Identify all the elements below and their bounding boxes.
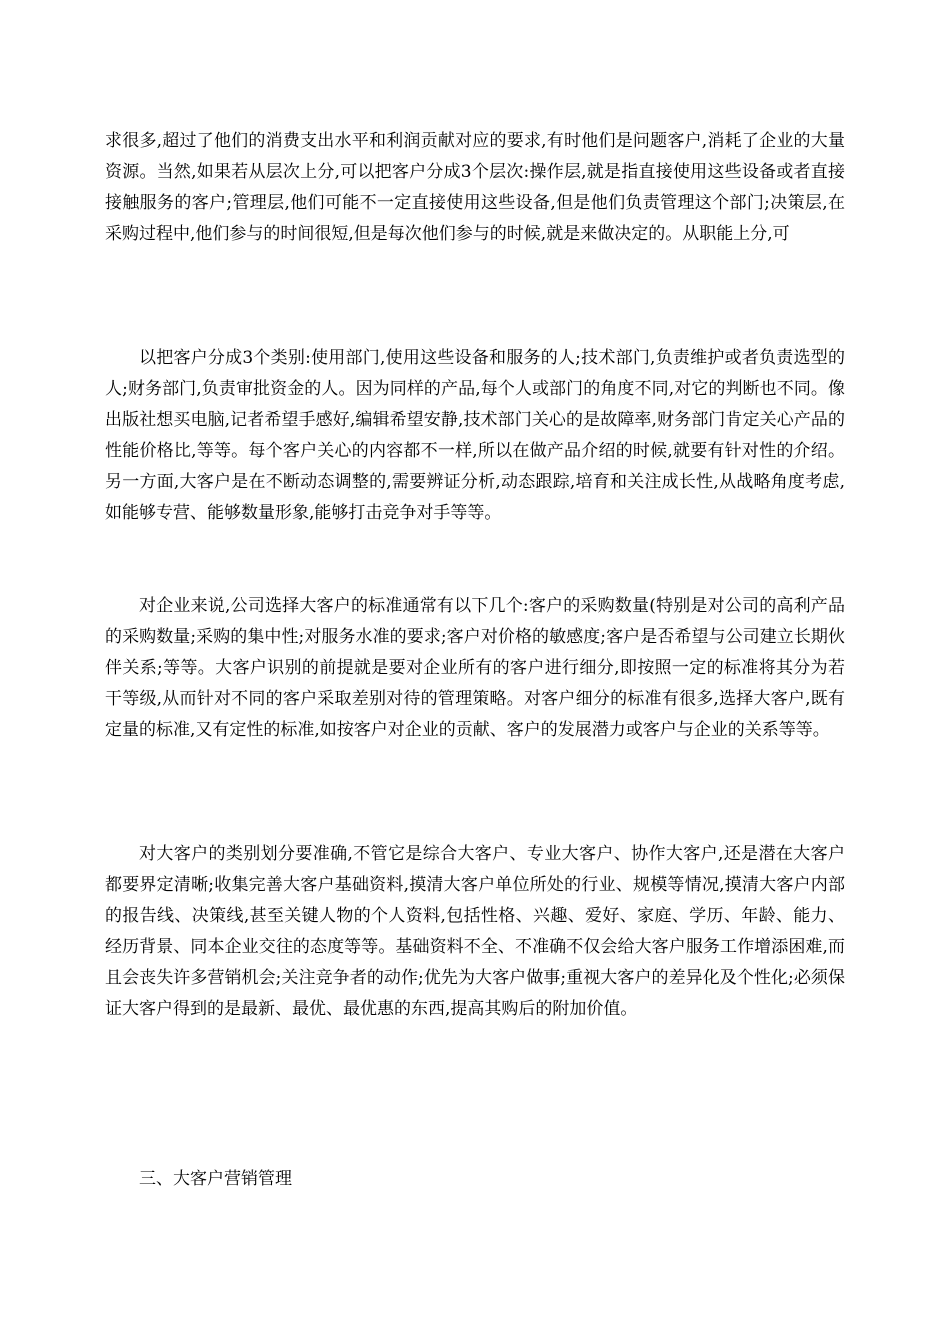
section-heading: 三、大客户营销管理 bbox=[139, 1169, 292, 1189]
paragraph-1: 求很多,超过了他们的消费支出水平和利润贡献对应的要求,有时他们是问题客户,消耗了企业的大量资源。当然,如果若从层次上分,可以把客户分成3个层次:操作层,就是指直接使用这些设备或者直接接触服务的客户;管理层,他们可能不一定直接使用这些设备,但是他们负责管理这个部门;决策层,在采购过程中,他们参与的时间很短,但是每次他们参与的时候,就是来做决定的。从职能上分,可 bbox=[105, 131, 845, 244]
paragraph-3: 对企业来说,公司选择大客户的标准通常有以下几个:客户的采购数量(特别是对公司的高利产品的采购数量;采购的集中性;对服务水准的要求;客户对价格的敏感度;客户是否希望与公司建立长期伙伴关系;等等。大客户识别的前提就是要对企业所有的客户进行细分,即按照一定的标准将其分为若干等级,从而针对不同的客户采取差别对待的管理策略。对客户细分的标准有很多,选择大客户,既有定量的标准,又有定性的标准,如按客户对企业的贡献、客户的发展潜力或客户与企业的关系等等。 bbox=[105, 596, 845, 740]
paragraph-4: 对大客户的类别划分要准确,不管它是综合大客户、专业大客户、协作大客户,还是潜在大客户都要界定清晰;收集完善大客户基础资料,摸清大客户单位所处的行业、规模等情况,摸清大客户内部的报告线、决策线,甚至关键人物的个人资料,包括性格、兴趣、爱好、家庭、学历、年龄、能力、经历背景、同本企业交往的态度等等。基础资料不全、不准确不仅会给大客户服务工作增添困难,而且会丧失许多营销机会;关注竞争者的动作;优先为大客户做事;重视大客户的差异化及个性化;必须保证大客户得到的是最新、最优、最优惠的东西,提高其购后的附加价值。 bbox=[105, 844, 845, 1019]
paragraph-2: 以把客户分成3个类别:使用部门,使用这些设备和服务的人;技术部门,负责维护或者负责选型的人;财务部门,负责审批资金的人。因为同样的产品,每个人或部门的角度不同,对它的判断也不同。像出版社想买电脑,记者希望手感好,编辑希望安静,技术部门关心的是故障率,财务部门肯定关心产品的性能价格比,等等。每个客户关心的内容都不一样,所以在做产品介绍的时候,就要有针对性的介绍。另一方面,大客户是在不断动态调整的,需要辨证分析,动态跟踪,培育和关注成长性,从战略角度考虑,如能够专营、能够数量形象,能够打击竞争对手等等。 bbox=[105, 348, 845, 523]
